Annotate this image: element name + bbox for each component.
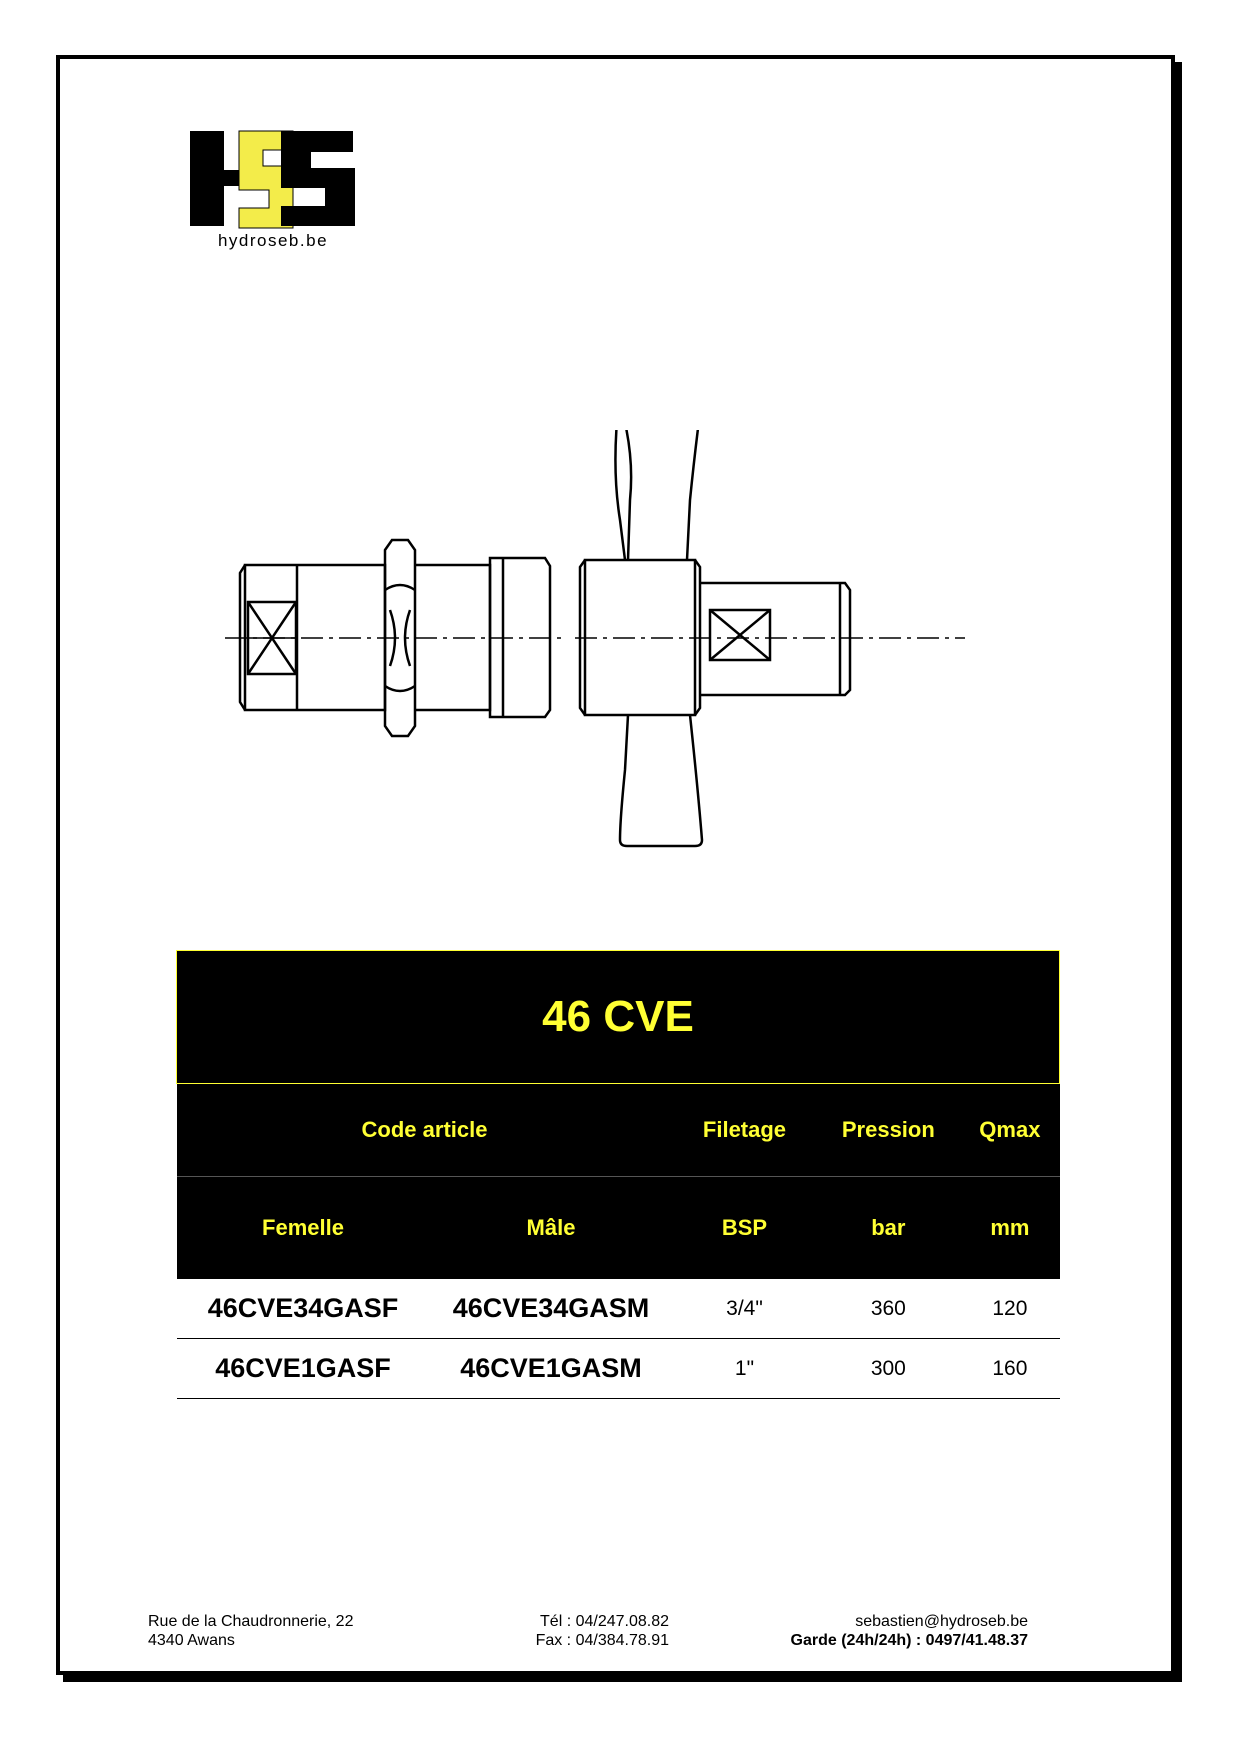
header-row-units [177,1177,1060,1280]
pressure-value: 360 [816,1279,960,1339]
female-code: 46CVE34GASF [177,1279,430,1339]
coupling-technical-drawing [200,430,980,850]
header-qmax: Qmax [960,1084,1059,1177]
fax-number: Fax : 04/384.78.91 [535,1632,669,1649]
hydroseb-logo [185,128,360,253]
address-line-2: 4340 Awans [148,1632,235,1649]
male-code: 46CVE1GASM [429,1339,672,1399]
emergency-phone: Garde (24h/24h) : 0497/41.48.37 [790,1632,1028,1649]
pressure-value: 300 [816,1339,960,1399]
thread-value: 1" [673,1339,817,1399]
page-frame [56,55,1175,1675]
footer-contact [700,1612,1028,1650]
male-code: 46CVE34GASM [429,1279,672,1339]
address-line-1: Rue de la Chaudronnerie, 22 [148,1613,354,1630]
female-code: 46CVE1GASF [177,1339,430,1399]
male-part-drawing [575,430,965,846]
email-link[interactable]: sebastien@hydroseb.be [855,1613,1028,1630]
logo-text: hydroseb.be [217,231,329,250]
header-row-labels [177,1084,1060,1177]
qmax-value: 120 [960,1279,1059,1339]
header-bsp: BSP [673,1177,817,1280]
thread-value: 3/4" [673,1279,817,1339]
table-row [177,1279,1060,1339]
header-male: Mâle [429,1177,672,1280]
header-femelle: Femelle [177,1177,430,1280]
specification-table [176,950,1060,1399]
tel-number: Tél : 04/247.08.82 [540,1613,669,1630]
female-part-drawing [225,540,565,736]
qmax-value: 160 [960,1339,1059,1399]
header-pression: Pression [816,1084,960,1177]
header-filetage: Filetage [673,1084,817,1177]
product-title: 46 CVE [177,951,1060,1084]
header-mm: mm [960,1177,1059,1280]
footer-phone [519,1612,669,1650]
footer-address [148,1612,353,1650]
header-code-article: Code article [177,1084,673,1177]
header-bar: bar [816,1177,960,1280]
table-row [177,1339,1060,1399]
